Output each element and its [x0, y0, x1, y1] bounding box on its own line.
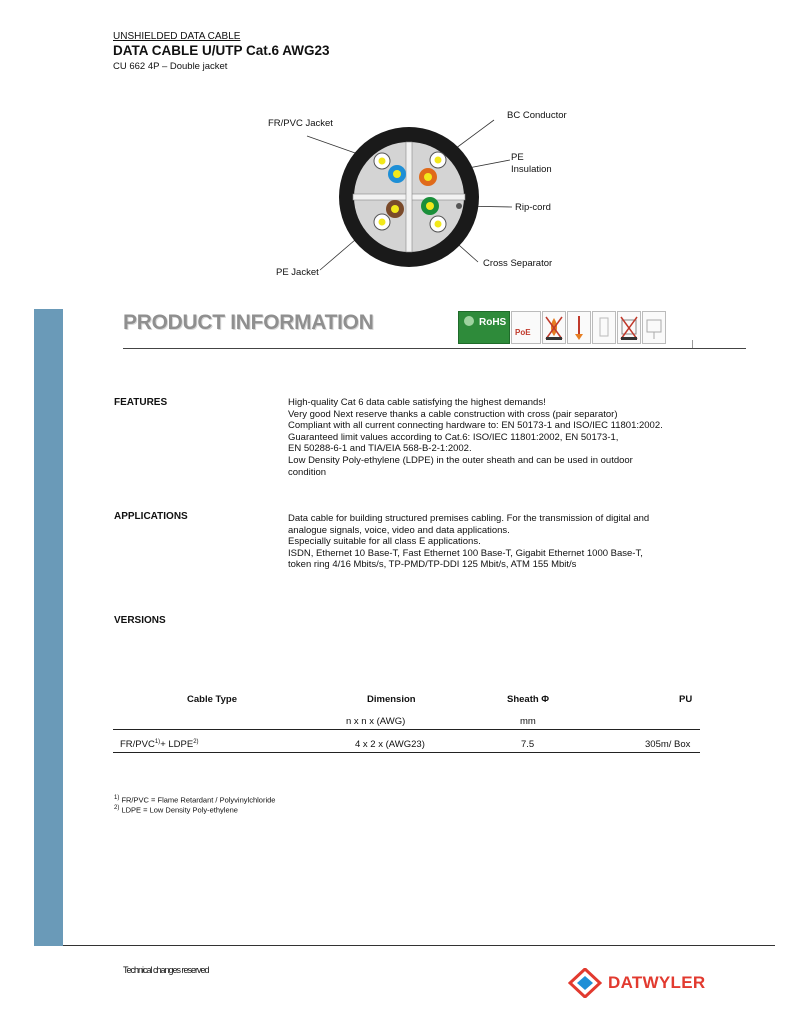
- product-information-heading: PRODUCT INFORMATION: [123, 311, 374, 334]
- rohs-label: RoHS: [479, 317, 507, 328]
- document-title: DATA CABLE U/UTP Cat.6 AWG23: [113, 43, 330, 58]
- features-line: Guaranteed limit values according to Cat.6: ISO/IEC 11801:2002, EN 50173-1,: [288, 431, 619, 443]
- label-bc-conductor: BC Conductor: [507, 110, 567, 121]
- outdoor-icon: [642, 311, 666, 344]
- applications-text: [288, 513, 708, 571]
- no-flame-icon: [542, 311, 566, 344]
- applications-label: APPLICATIONS: [114, 511, 188, 522]
- features-text: [288, 397, 708, 478]
- versions-label: VERSIONS: [114, 615, 166, 626]
- features-line: Compliant with all current connecting hardware to: EN 50173-1 and ISO/IEC 11801:2002.: [288, 420, 663, 432]
- unit-dimension: n x n x (AWG): [346, 716, 406, 727]
- brand-name: DATWYLER: [608, 973, 706, 992]
- features-label: FEATURES: [114, 397, 168, 408]
- features-line: Low Density Poly-ethylene (LDPE) in the outer sheath and can be used in outdoor: [288, 454, 633, 466]
- table-row-rule: [113, 752, 700, 753]
- cross-separator-vertical: [406, 142, 412, 252]
- features-line: condition: [288, 466, 327, 478]
- sidebar-accent-bar: [34, 309, 63, 946]
- no-uv-icon: [617, 311, 641, 344]
- leader-pe-jacket: [320, 240, 355, 270]
- heading-rule-tick: [692, 340, 693, 348]
- applications-line: analogue signals, voice, video and data applications.: [288, 524, 510, 536]
- halogen-icon: [592, 311, 616, 344]
- cell-cable-type: $FR/PVC^{1)}+$ $LDPE^{2)}$: [120, 739, 199, 751]
- cell-pu: 305m/ Box: [645, 739, 691, 750]
- document-subtitle: CU 662 4P – Double jacket: [113, 61, 228, 72]
- label-rip-cord: Rip-cord: [515, 202, 551, 213]
- heading-rule: [123, 348, 746, 349]
- applications-line: Data cable for building structured premises cabling. For the transmission of digital and: [288, 513, 650, 524]
- features-line: Very good Next reserve thanks a cable construction with cross (pair separator): [288, 408, 618, 420]
- label-fr-pvc-jacket: FR/PVC Jacket: [268, 118, 333, 129]
- rohs-icon: [458, 311, 510, 344]
- datwyler-logo: [568, 968, 705, 998]
- features-line: EN 50288-6-1 and TIA/EIA 568-B-2-1:2002.: [288, 443, 472, 455]
- label-insulation: Insulation: [511, 164, 552, 175]
- rip-cord: [456, 203, 462, 209]
- certification-icons: [458, 311, 666, 345]
- document-category: UNSHIELDED DATA CABLE: [113, 31, 241, 42]
- fire-test-icon: [567, 311, 591, 344]
- cell-dimension: 4 x 2 x (AWG23): [355, 739, 425, 750]
- header-pu: PU: [679, 694, 693, 705]
- features-line: High-quality Cat 6 data cable satisfying the highest demands!: [288, 397, 546, 408]
- table-header-rule: [113, 729, 700, 730]
- poe-label: PoE: [515, 328, 531, 337]
- unit-sheath: mm: [520, 716, 536, 727]
- poe-icon: [511, 311, 541, 344]
- cell-sheath: 7.5: [521, 739, 535, 750]
- label-cross-separator: Cross Separator: [483, 258, 553, 269]
- label-pe-jacket: PE Jacket: [276, 267, 319, 278]
- footnote-2: $^{2)}$ LDPE = Low Density Poly-ethylene: [114, 805, 238, 815]
- label-pe: PE: [511, 152, 524, 163]
- header-dimension: Dimension: [367, 694, 416, 705]
- applications-line: token ring 4/16 Mbits/s, TP-PMD/TP-DDI 125 Mbit/s, ATM 155 Mbit/s: [288, 559, 577, 571]
- datwyler-logo-icon: [568, 968, 602, 998]
- header-sheath: Sheath Φ: [507, 694, 550, 705]
- applications-line: ISDN, Ethernet 10 Base-T, Fast Ethernet 100 Base-T, Gigabit Ethernet 1000 Base-T,: [288, 547, 643, 559]
- footer-rule: [63, 945, 775, 946]
- applications-line: Especially suitable for all class E applications.: [288, 536, 481, 548]
- technical-changes-note: Technical changes reserved: [123, 965, 209, 975]
- footnote-1: $^{1)}$ FR/PVC = Flame Retardant / Polyvinylchloride: [114, 795, 276, 805]
- header-cable-type: Cable Type: [187, 694, 237, 705]
